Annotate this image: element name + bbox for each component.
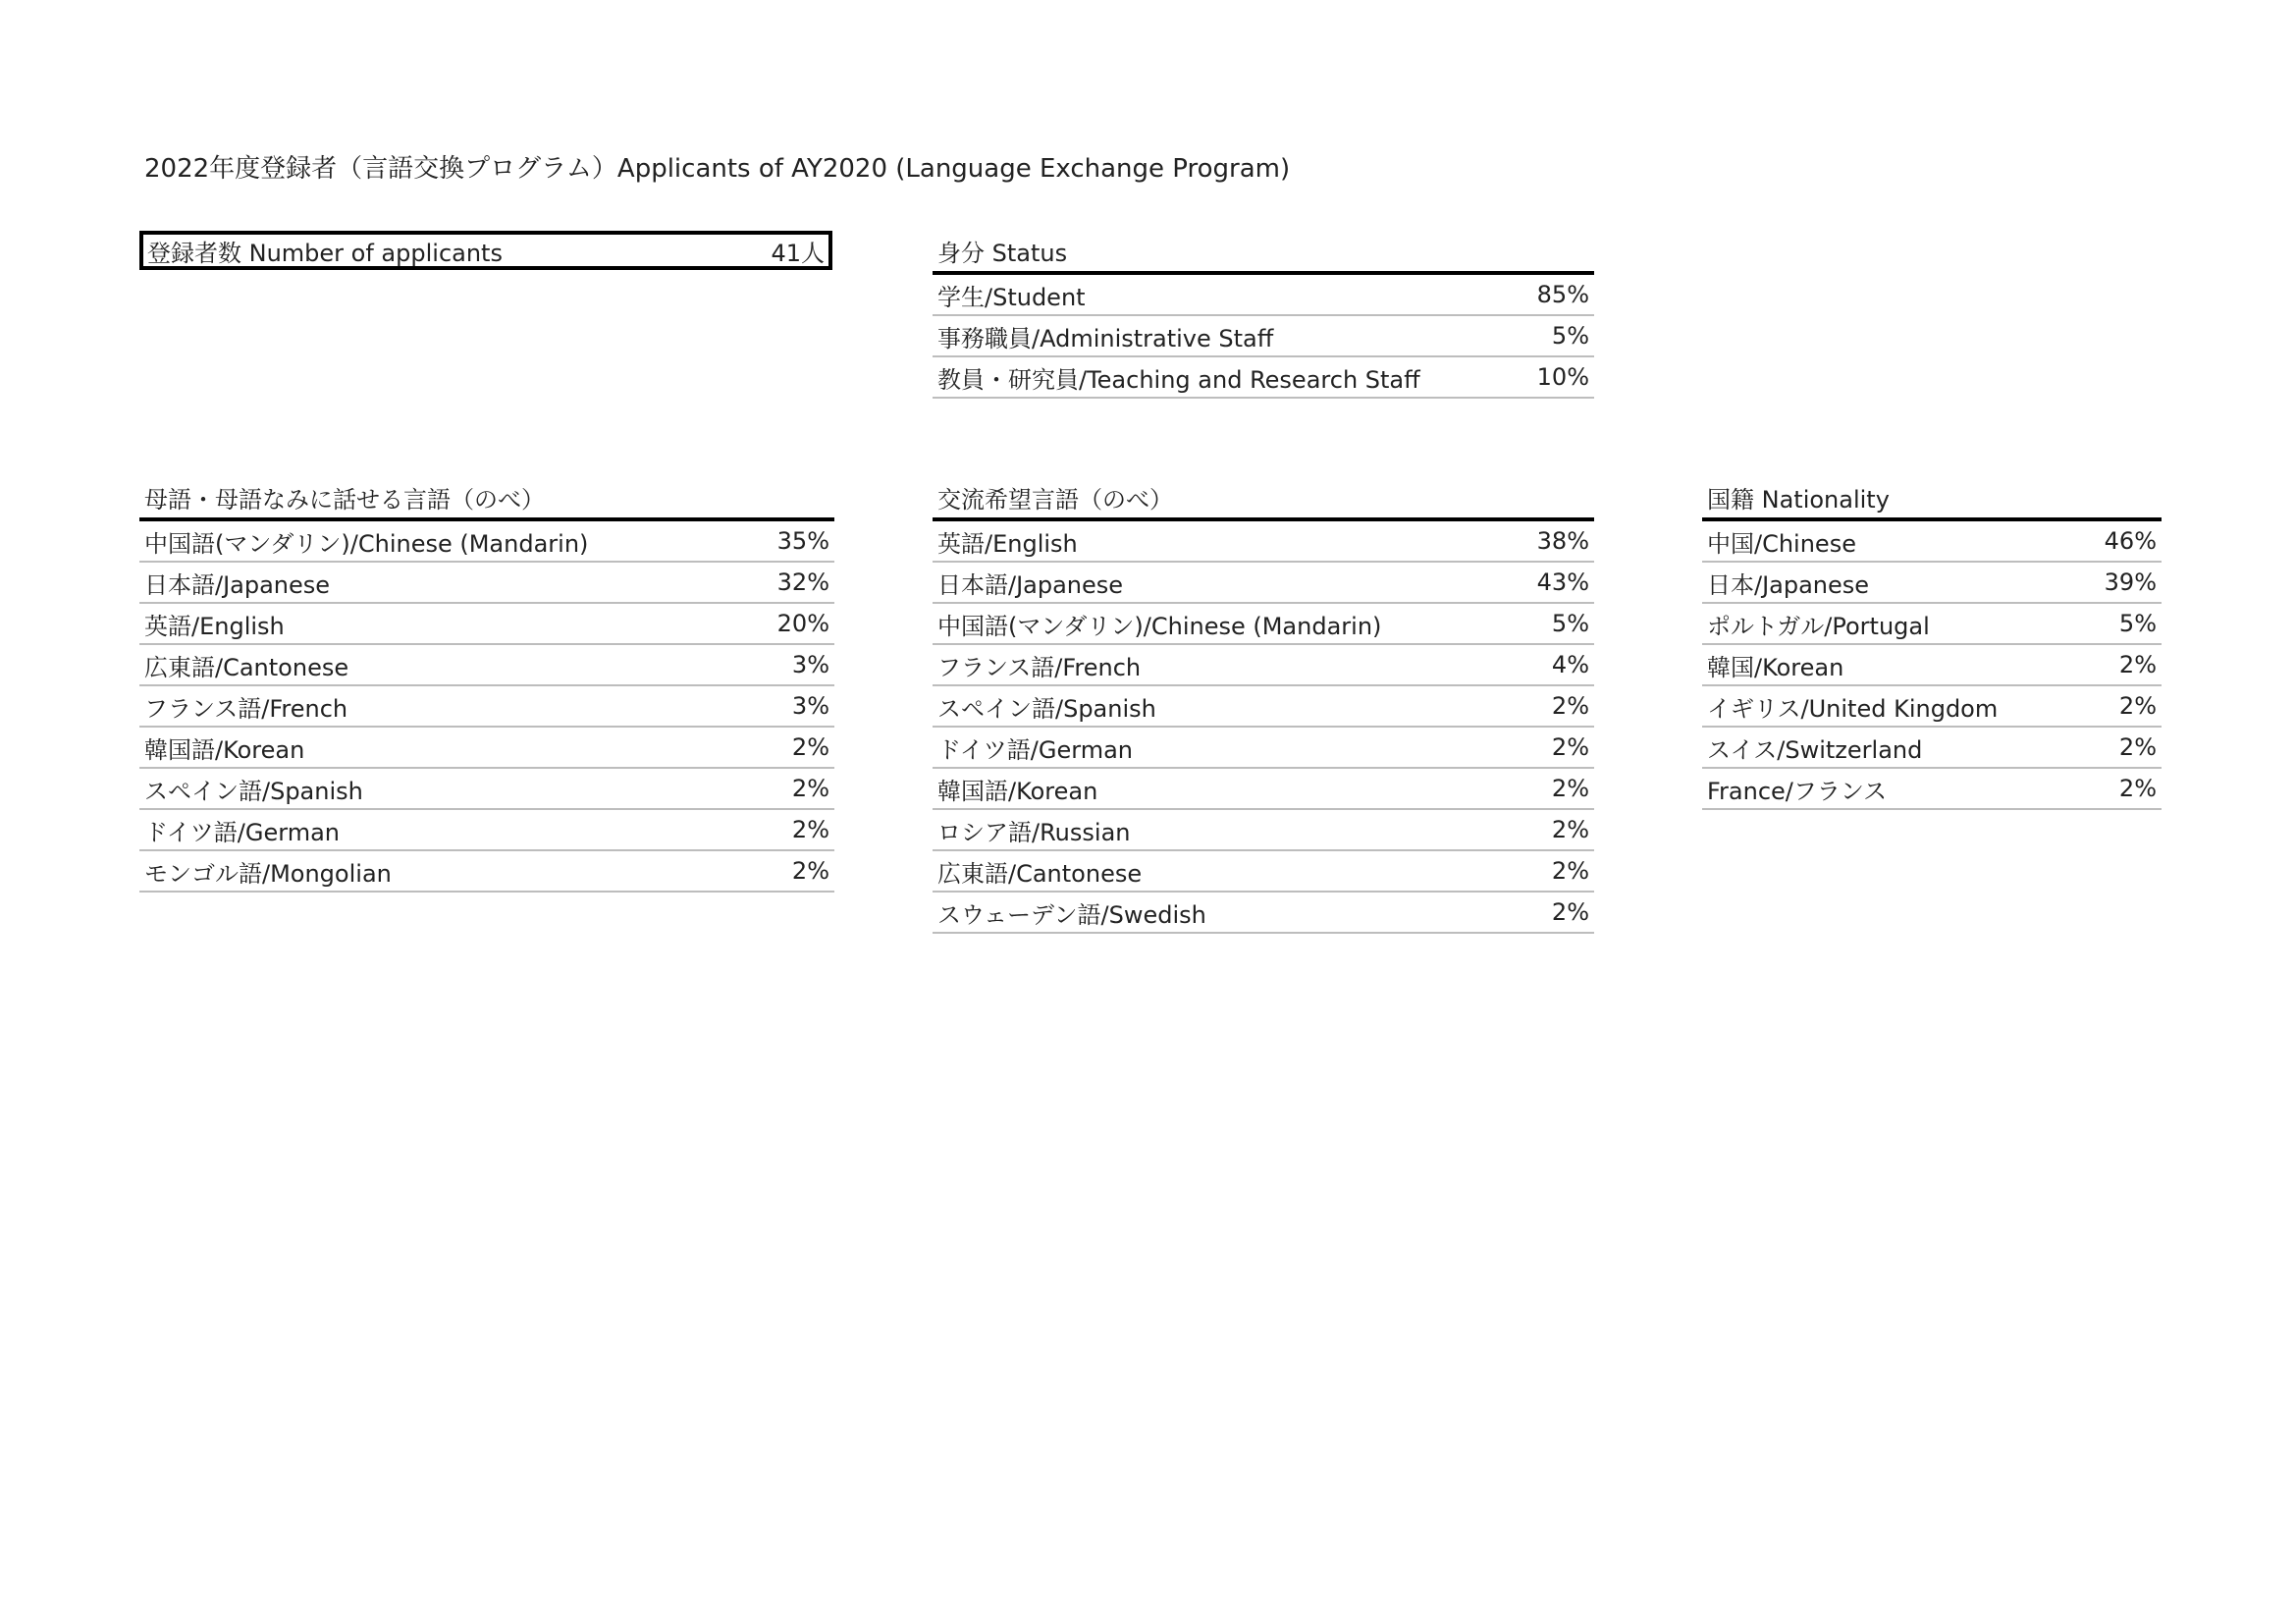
table-row [933,727,1594,768]
table-row [1702,644,2162,685]
table-row [933,519,1594,562]
row-label: 英語/English [139,603,746,644]
table-row [139,644,834,685]
row-value: 10% [1506,356,1594,398]
native-languages-table [139,476,834,893]
row-value: 2% [1506,768,1594,809]
table-row [933,644,1594,685]
row-label: ポルトガル/Portugal [1702,603,2073,644]
table-row [1702,685,2162,727]
row-label: ドイツ語/German [933,727,1506,768]
row-label: スウェーデン語/Swedish [933,892,1506,933]
row-label: 教員・研究員/Teaching and Research Staff [933,356,1506,398]
row-value: 35% [746,519,834,562]
row-value: 5% [2073,603,2162,644]
desired-languages-heading: 交流希望言語（のべ） [933,476,1594,519]
row-label: 英語/English [933,519,1506,562]
table-row [933,562,1594,603]
row-value: 3% [746,685,834,727]
row-label: 韓国語/Korean [139,727,746,768]
row-value: 5% [1506,315,1594,356]
row-label: イギリス/United Kingdom [1702,685,2073,727]
row-value: 2% [2073,768,2162,809]
page-title: 2022年度登録者（言語交換プログラム）Applicants of AY2020 (Language Exchange Program) [144,154,1291,184]
nationality-heading: 国籍 Nationality [1702,476,2162,519]
row-value: 5% [1506,603,1594,644]
applicants-label: 登録者数 Number of applicants [147,239,503,267]
status-table [933,230,1594,399]
row-label: スペイン語/Spanish [139,768,746,809]
row-value: 43% [1506,562,1594,603]
row-value: 3% [746,644,834,685]
row-label: 広東語/Cantonese [139,644,746,685]
row-value: 4% [1506,644,1594,685]
row-value: 2% [2073,727,2162,768]
row-value: 2% [1506,685,1594,727]
table-row [933,273,1594,315]
table-header-row [933,230,1594,273]
row-label: モンゴル語/Mongolian [139,850,746,892]
row-label: 日本語/Japanese [139,562,746,603]
row-label: ロシア語/Russian [933,809,1506,850]
table-row [933,892,1594,933]
row-value: 2% [1506,850,1594,892]
table-row [1702,519,2162,562]
row-value: 2% [1506,727,1594,768]
table-row [933,850,1594,892]
row-label: フランス語/French [933,644,1506,685]
applicants-value: 41人 [771,239,825,267]
row-value: 2% [2073,644,2162,685]
table-row [139,727,834,768]
row-value: 2% [746,768,834,809]
table-row [1702,727,2162,768]
row-value: 85% [1506,273,1594,315]
row-value: 2% [746,809,834,850]
status-heading: 身分 Status [933,230,1594,273]
table-header-row [139,476,834,519]
row-value: 32% [746,562,834,603]
row-value: 20% [746,603,834,644]
row-label: 日本語/Japanese [933,562,1506,603]
row-value: 2% [746,850,834,892]
row-label: フランス語/French [139,685,746,727]
table-header-row [1702,476,2162,519]
table-row [933,356,1594,398]
table-row [139,603,834,644]
table-row [933,315,1594,356]
table-header-row [933,476,1594,519]
row-value: 39% [2073,562,2162,603]
table-row [933,603,1594,644]
row-label: 中国/Chinese [1702,519,2073,562]
row-label: スイス/Switzerland [1702,727,2073,768]
row-value: 2% [2073,685,2162,727]
row-label: ドイツ語/German [139,809,746,850]
row-value: 2% [746,727,834,768]
table-row [139,685,834,727]
row-value: 2% [1506,892,1594,933]
table-row [933,685,1594,727]
table-row [1702,768,2162,809]
row-label: 広東語/Cantonese [933,850,1506,892]
table-row [139,768,834,809]
row-label: 中国語(マンダリン)/Chinese (Mandarin) [139,519,746,562]
table-row [139,809,834,850]
native-languages-heading: 母語・母語なみに話せる言語（のべ） [139,476,834,519]
table-row [139,562,834,603]
row-label: 事務職員/Administrative Staff [933,315,1506,356]
nationality-table [1702,476,2162,810]
row-value: 46% [2073,519,2162,562]
row-label: 日本/Japanese [1702,562,2073,603]
row-label: スペイン語/Spanish [933,685,1506,727]
applicants-count-box [139,231,832,270]
table-row [933,768,1594,809]
row-label: 学生/Student [933,273,1506,315]
row-label: 韓国語/Korean [933,768,1506,809]
row-label: 韓国/Korean [1702,644,2073,685]
table-row [139,519,834,562]
table-row [1702,603,2162,644]
desired-languages-table [933,476,1594,934]
row-label: France/フランス [1702,768,2073,809]
row-value: 38% [1506,519,1594,562]
table-row [139,850,834,892]
table-row [1702,562,2162,603]
table-row [933,809,1594,850]
row-label: 中国語(マンダリン)/Chinese (Mandarin) [933,603,1506,644]
row-value: 2% [1506,809,1594,850]
